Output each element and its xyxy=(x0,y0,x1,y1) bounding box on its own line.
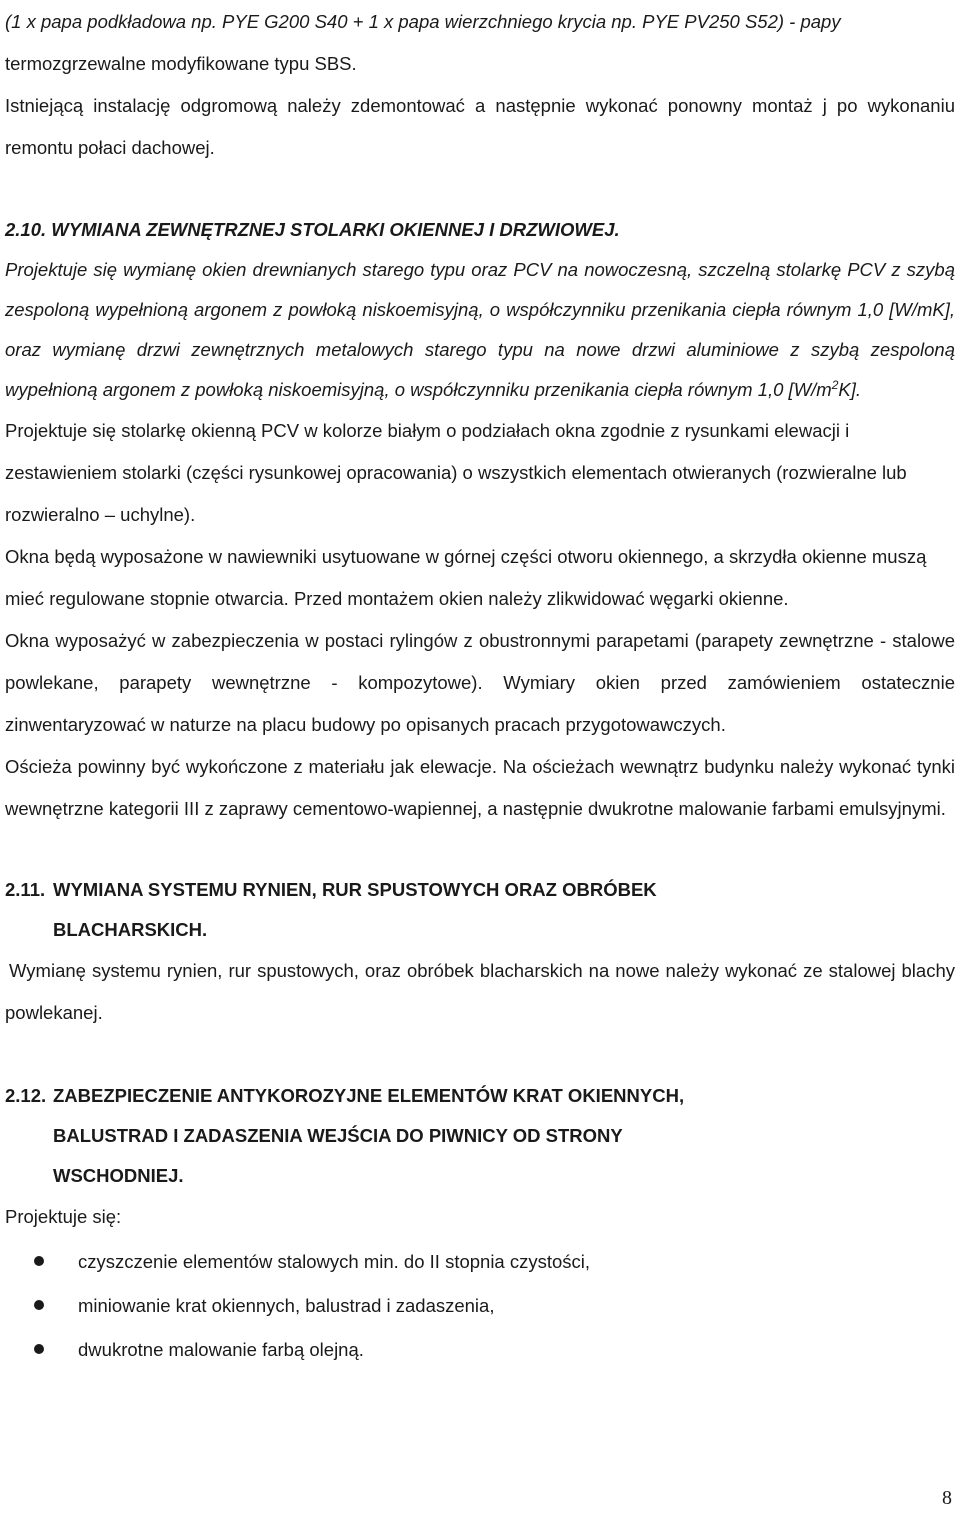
list-item-text: czyszczenie elementów stalowych min. do II stopnia czystości, xyxy=(78,1251,591,1272)
section-2-11-heading xyxy=(5,870,955,950)
section-2-10-paragraph-4: Okna wyposażyć w zabezpieczenia w postaci rylingów z obustronnymi parapetami (parapety zewnętrzne - stalowe powlekane, parapety wewnętrzne - kompozytowe). Wymiary okien przed zamówieniem ostatecznie zinwentaryzować w naturze na placu budowy po opisanych pracach przygotowawczych. xyxy=(5,630,955,735)
section-2-12-heading-line-1 xyxy=(5,1076,955,1116)
list-item-text: miniowanie krat okiennych, balustrad i zadaszenia, xyxy=(78,1295,495,1316)
section-2-10-heading: 2.10. WYMIANA ZEWNĘTRZNEJ STOLARKI OKIENNEJ I DRZWIOWEJ. xyxy=(5,219,620,240)
section-2-12-number: 2.12. xyxy=(5,1085,47,1106)
section-2-10-paragraph-3: Okna będą wyposażone w nawiewniki usytuowane w górnej części otworu okiennego, a skrzydła okienne muszą mieć regulowane stopnie otwarcia. Przed montażem okien należy zlikwidować węgarki okienne. xyxy=(5,546,927,609)
section-2-11-number: 2.11. xyxy=(5,879,46,900)
section-2-10-paragraph-5: Ościeża powinny być wykończone z materiału jak elewacje. Na ościeżach wewnątrz budynku należy wykonać tynki wewnętrzne kategorii III z zaprawy cementowo-wapiennej, a następnie dwukrotne malowanie farbami emulsyjnymi. xyxy=(5,756,955,819)
bullet-icon xyxy=(34,1300,44,1310)
intro-line-2: termozgrzewalne modyfikowane typu SBS. xyxy=(5,53,357,74)
section-2-11-heading-line-1 xyxy=(5,870,955,910)
section-2-11-title-1: WYMIANA SYSTEMU RYNIEN, RUR SPUSTOWYCH ORAZ OBRÓBEK xyxy=(53,879,657,900)
section-2-12-heading-line-2: BALUSTRAD I ZADASZENIA WEJŚCIA DO PIWNICY OD STRONY xyxy=(53,1125,623,1146)
bullet-icon xyxy=(34,1256,44,1266)
intro-paragraph: Istniejącą instalację odgromową należy zdemontować a następnie wykonać ponowny montaż j po wykonaniu remontu połaci dachowej. xyxy=(5,95,955,158)
section-2-11-heading-line-2: BLACHARSKICH. xyxy=(53,919,208,940)
section-2-12-title-1: ZABEZPIECZENIE ANTYKOROZYJNE ELEMENTÓW KRAT OKIENNYCH, xyxy=(53,1085,685,1106)
bullet-list xyxy=(5,1240,955,1372)
list-item-text: dwukrotne malowanie farbą olejną. xyxy=(78,1339,364,1360)
section-2-12-heading-line-3: WSCHODNIEJ. xyxy=(53,1165,184,1186)
bullet-icon xyxy=(34,1344,44,1354)
document-page xyxy=(5,0,955,1372)
section-2-10-paragraph-1 xyxy=(5,250,955,410)
list-item xyxy=(5,1284,955,1328)
superscript: 2 xyxy=(831,377,839,392)
section-2-12-heading xyxy=(5,1076,955,1196)
section-2-12-intro: Projektuje się: xyxy=(5,1206,122,1227)
section-2-10-paragraph-1-end: K]. xyxy=(838,379,862,400)
intro-line-1: (1 x papa podkładowa np. PYE G200 S40 + 1 x papa wierzchniego krycia np. PYE PV250 S52) - papy xyxy=(5,11,841,32)
section-2-10-paragraph-1-text: Projektuje się wymianę okien drewnianych starego typu oraz PCV na nowoczesną, szczelną stolarkę PCV z szybą zespoloną wypełnioną argonem z powłoką niskoemisyjną, o współczynniku przenikania ciepła równym 1,0 [W/mK], oraz wymianę drzwi zewnętrznych metalowych starego typu na nowe drzwi aluminiowe z szybą zespoloną wypełnioną argonem z powłoką niskoemisyjną, o współczynniku przenikania ciepła równym 1,0 [W/m xyxy=(5,259,955,400)
list-item xyxy=(5,1328,955,1372)
page-number: 8 xyxy=(942,1487,952,1509)
list-item xyxy=(5,1240,955,1284)
section-2-10-paragraph-2: Projektuje się stolarkę okienną PCV w kolorze białym o podziałach okna zgodnie z rysunkami elewacji i zestawieniem stolarki (części rysunkowej opracowania) o wszystkich elementach otwieranych (rozwieralne lub rozwieralno – uchylne). xyxy=(5,420,907,525)
section-2-11-paragraph: Wymianę systemu rynien, rur spustowych, oraz obróbek blacharskich na nowe należy wykonać ze stalowej blachy powlekanej. xyxy=(5,960,955,1023)
